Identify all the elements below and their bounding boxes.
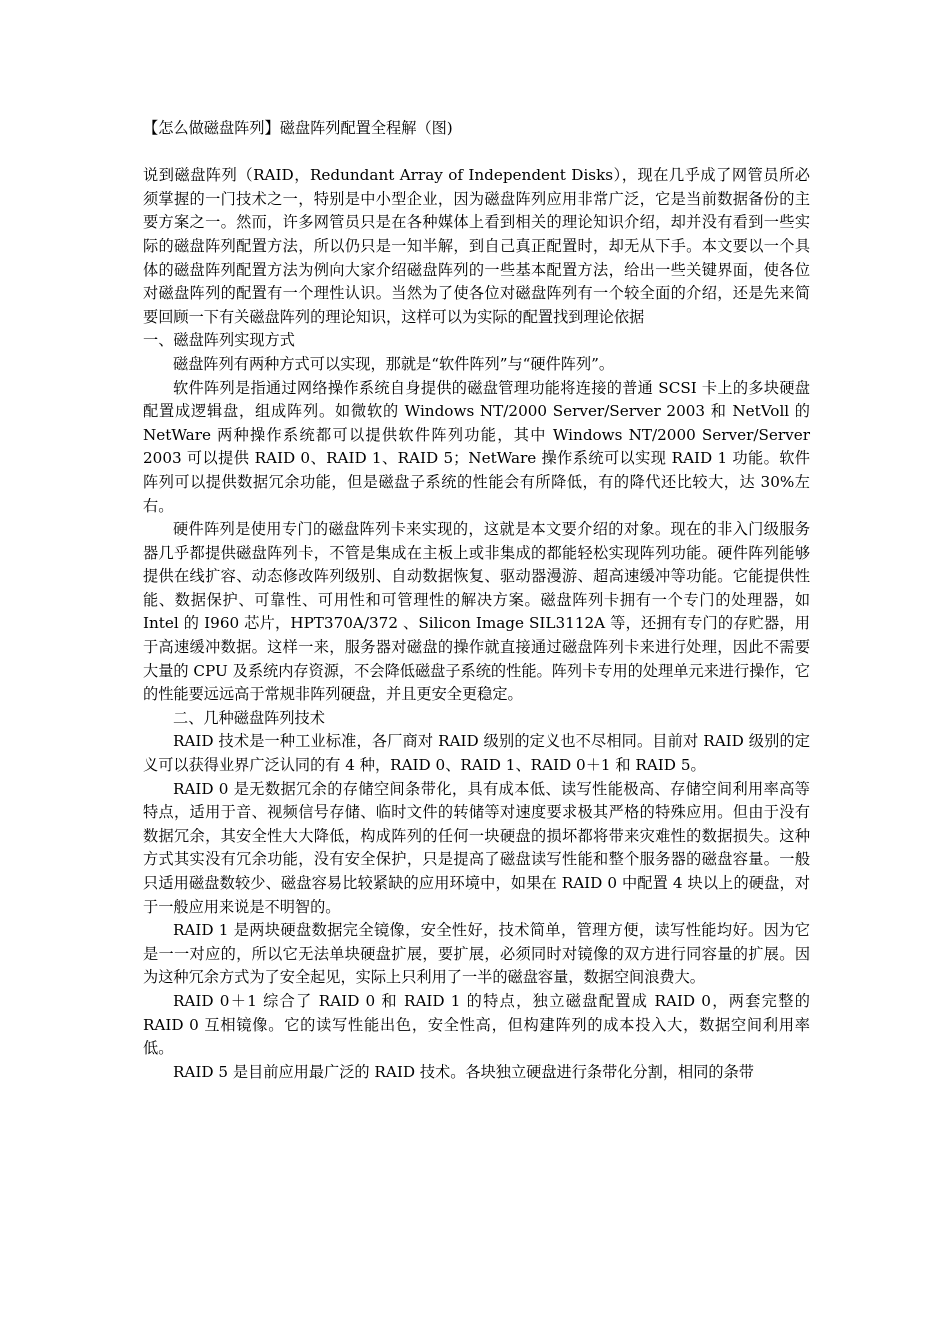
paragraph: 说到磁盘阵列（RAID，Redundant Array of Independent Disks），现在几乎成了网管员所必须掌握的一门技术之一，特别是中小型企业，因为磁盘阵列应用非常广泛，它是当前数据备份的主要方案之一。然而，许多网管员只是在各种媒体上看到相关的理论知识介绍，却并没有看到一些实际的磁盘阵列配置方法，所以仍只是一知半解，到自己真正配置时，却无从下手。本文要以一个具体的磁盘阵列配置方法为例向大家介绍磁盘阵列的一些基本配置方法，给出一些关键界面，使各位对磁盘阵列的配置有一个理性认识。当然为了使各位对磁盘阵列有一个较全面的介绍，还是先来简要回顾一下有关磁盘阵列的理论知识，这样可以为实际的配置找到理论依据 — [143, 166, 810, 326]
paragraph: RAID 1 是两块硬盘数据完全镜像，安全性好，技术简单，管理方便，读写性能均好。因为它是一一对应的，所以它无法单块硬盘扩展，要扩展，必须同时对镜像的双方进行同容量的扩展。因为这种冗余方式为了安全起见，实际上只利用了一半的磁盘容量，数据空间浪费大。 — [143, 921, 810, 987]
section-heading: 二、几种磁盘阵列技术 — [173, 708, 325, 727]
section-heading: 一、磁盘阵列实现方式 — [143, 331, 295, 350]
document-page — [143, 117, 810, 1084]
paragraph: RAID 5 是目前应用最广泛的 RAID 技术。各块独立硬盘进行条带化分割，相同的条带 — [173, 1062, 754, 1081]
document-body — [143, 164, 810, 1084]
paragraph: RAID 技术是一种工业标准，各厂商对 RAID 级别的定义也不尽相同。目前对 RAID 级别的定义可以获得业界广泛认同的有 4 种，RAID 0、RAID 1、RAID 0＋1 和 RAID 5。 — [143, 732, 810, 775]
paragraph: 软件阵列是指通过网络操作系统自身提供的磁盘管理功能将连接的普通 SCSI 卡上的多块硬盘配置成逻辑盘，组成阵列。如微软的 Windows NT/2000 Server/Server 2003 和 NetVoll 的 NetWare 两种操作系统都可以提供软件阵列功能，其中 Windows NT/2000 Server/Server 2003 可以提供 RAID 0、RAID 1、RAID 5；NetWare 操作系统可以实现 RAID 1 功能。软件阵列可以提供数据冗余功能，但是磁盘子系统的性能会有所降低，有的降代还比较大，达 30%左右。 — [143, 378, 810, 515]
paragraph: RAID 0＋1 综合了 RAID 0 和 RAID 1 的特点，独立磁盘配置成 RAID 0，两套完整的 RAID 0 互相镜像。它的读写性能出色，安全性高，但构建阵列的成本投入大，数据空间利用率低。 — [143, 991, 810, 1058]
paragraph: 磁盘阵列有两种方式可以实现，那就是“软件阵列”与“硬件阵列”。 — [173, 354, 615, 373]
paragraph: 硬件阵列是使用专门的磁盘阵列卡来实现的，这就是本文要介绍的对象。现在的非入门级服务器几乎都提供磁盘阵列卡，不管是集成在主板上或非集成的都能轻松实现阵列功能。硬件阵列能够提供在线扩容、动态修改阵列级别、自动数据恢复、驱动器漫游、超高速缓冲等功能。它能提供性能、数据保护、可靠性、可用性和可管理性的解决方案。磁盘阵列卡拥有一个专门的处理器，如 Intel 的 I960 芯片，HPT370A/372 、Silicon Image SIL3112A 等，还拥有专门的存贮器，用于高速缓冲数据。这样一来，服务器对磁盘的操作就直接通过磁盘阵列卡来进行处理，因此不需要大量的 CPU 及系统内存资源，不会降低磁盘子系统的性能。阵列卡专用的处理单元来进行操作，它的性能要远远高于常规非阵列硬盘，并且更安全更稳定。 — [143, 520, 810, 704]
paragraph: RAID 0 是无数据冗余的存储空间条带化，具有成本低、读写性能极高、存储空间利用率高等特点，适用于音、视频信号存储、临时文件的转储等对速度要求极其严格的特殊应用。但由于没有数据冗余，其安全性大大降低，构成阵列的任何一块硬盘的损坏都将带来灾难性的数据损失。这种方式其实没有冗余功能，没有安全保护，只是提高了磁盘读写性能和整个服务器的磁盘容量。一般只适用磁盘数较少、磁盘容易比较紧缺的应用环境中，如果在 RAID 0 中配置 4 块以上的硬盘，对于一般应用来说是不明智的。 — [143, 779, 810, 916]
document-title: 【怎么做磁盘阵列】磁盘阵列配置全程解（图) — [143, 119, 453, 137]
